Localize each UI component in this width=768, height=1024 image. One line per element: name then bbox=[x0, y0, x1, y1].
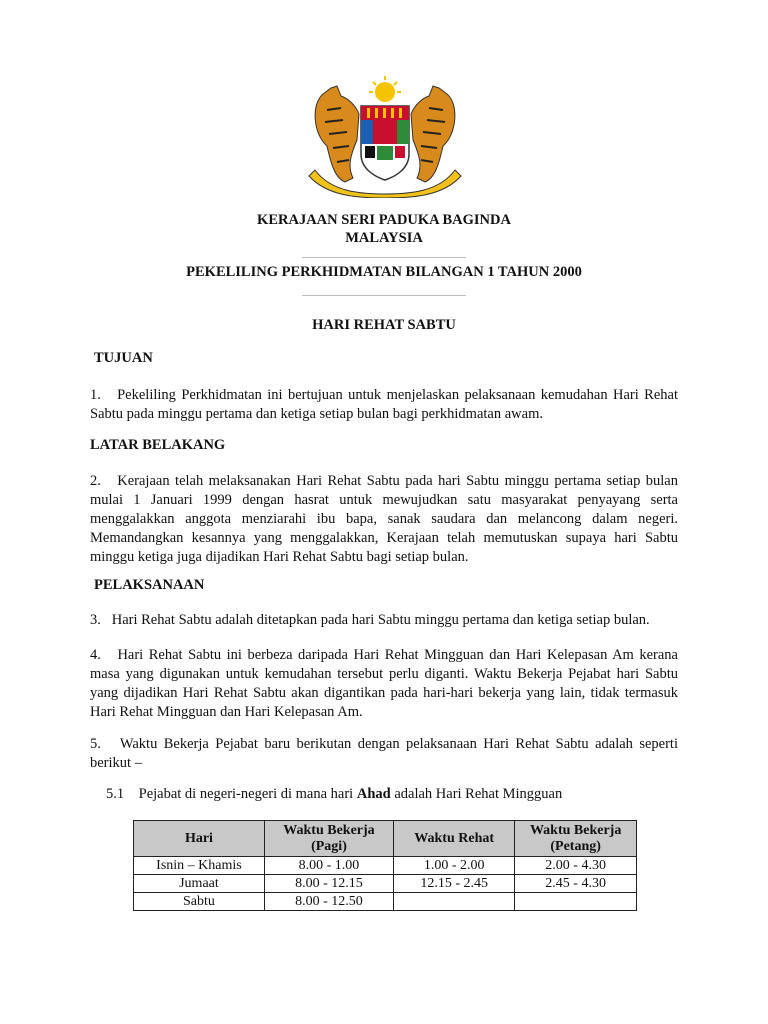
table-cell: Sabtu bbox=[134, 893, 265, 911]
left-tiger-icon bbox=[315, 86, 359, 182]
table-cell: 2.45 - 4.30 bbox=[515, 875, 637, 893]
paragraph-5: 5. Waktu Bekerja Pejabat baru berikutan dengan pelaksanaan Hari Rehat Sabtu adalah seperti berikut – bbox=[90, 736, 678, 771]
country-title: MALAYSIA bbox=[345, 230, 423, 246]
table-row bbox=[134, 857, 637, 875]
table-header-row bbox=[134, 821, 637, 857]
subparagraph-text-post: adalah Hari Rehat Mingguan bbox=[390, 786, 563, 802]
table-cell: Isnin – Khamis bbox=[134, 857, 265, 875]
divider bbox=[302, 295, 466, 296]
working-hours-table bbox=[133, 820, 637, 911]
subparagraph-text-pre: Pejabat di negeri-negeri di mana hari bbox=[138, 786, 357, 802]
section-heading-tujuan: TUJUAN bbox=[94, 350, 153, 366]
circular-title: PEKELILING PERKHIDMATAN BILANGAN 1 TAHUN 2000 bbox=[186, 264, 582, 280]
table-cell: Jumaat bbox=[134, 875, 265, 893]
table-cell bbox=[394, 893, 515, 911]
column-header: Waktu Bekerja (Petang) bbox=[515, 821, 637, 857]
table-cell bbox=[515, 893, 637, 911]
column-header: Waktu Rehat bbox=[394, 821, 515, 857]
subparagraph-5-1 bbox=[106, 786, 562, 803]
paragraph-3: 3. Hari Rehat Sabtu adalah ditetapkan pada hari Sabtu minggu pertama dan ketiga setiap bulan. bbox=[90, 612, 650, 628]
table-cell: 8.00 - 12.50 bbox=[264, 893, 393, 911]
subparagraph-text-bold: Ahad bbox=[356, 786, 391, 802]
table-cell: 8.00 - 12.15 bbox=[264, 875, 393, 893]
paragraph-1: 1. Pekeliling Perkhidmatan ini bertujuan untuk menjelaskan pelaksanaan kemudahan Hari Rehat Sabtu pada minggu pertama dan ketiga setiap bulan bagi perkhidmatan awam. bbox=[90, 387, 678, 422]
right-tiger-icon bbox=[411, 86, 455, 182]
table-row bbox=[134, 875, 637, 893]
table-cell: 1.00 - 2.00 bbox=[394, 857, 515, 875]
subparagraph-number: 5.1 bbox=[106, 786, 125, 802]
table-cell: 2.00 - 4.30 bbox=[515, 857, 637, 875]
malaysia-coat-of-arms-emblem bbox=[301, 74, 469, 198]
table-cell: 8.00 - 1.00 bbox=[264, 857, 393, 875]
paragraph-2: 2. Kerajaan telah melaksanakan Hari Rehat Sabtu pada hari Sabtu minggu pertama setiap bulan mulai 1 Januari 1999 dengan hasrat untuk mewujudkan satu masyarakat penyayang serta menggalakkan anggota menziarahi ibu bapa, sanak saudara dan melancong dalam negeri. Memandangkan kesannya yang menggalakkan, Kerajaan telah memutuskan supaya hari Sabtu minggu ketiga juga dijadikan Hari Rehat Sabtu bagi setiap bulan. bbox=[90, 473, 678, 565]
sun-icon bbox=[369, 76, 401, 102]
government-title: KERAJAAN SERI PADUKA BAGINDA bbox=[257, 212, 511, 228]
section-heading-pelaksanaan: PELAKSANAAN bbox=[94, 577, 205, 593]
document-title: HARI REHAT SABTU bbox=[312, 317, 456, 333]
section-heading-latar-belakang: LATAR BELAKANG bbox=[90, 437, 226, 453]
table-cell: 12.15 - 2.45 bbox=[394, 875, 515, 893]
column-header: Hari bbox=[134, 821, 265, 857]
divider bbox=[302, 257, 466, 258]
paragraph-4: 4. Hari Rehat Sabtu ini berbeza daripada Hari Rehat Mingguan dan Hari Kelepasan Am kerana masa yang digunakan untuk kemudahan tersebut perlu diganti. Waktu Bekerja Pejabat hari Sabtu yang dijadikan Hari Rehat Sabtu akan digantikan pada hari-hari bekerja yang lain, tidak termasuk Hari Rehat Mingguan dan Hari Kelepasan Am. bbox=[90, 647, 678, 720]
shield-icon bbox=[361, 106, 409, 180]
table-row bbox=[134, 893, 637, 911]
column-header: Waktu Bekerja (Pagi) bbox=[264, 821, 393, 857]
